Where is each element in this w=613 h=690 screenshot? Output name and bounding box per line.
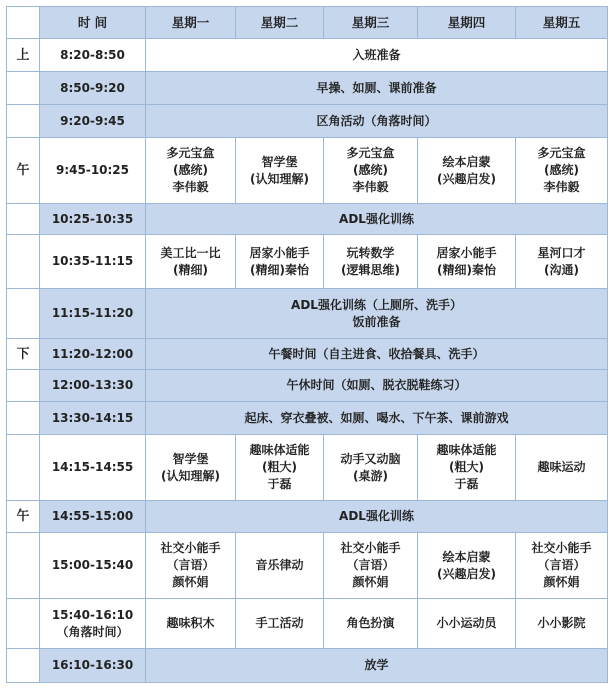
course-name: 智学堡	[261, 154, 298, 169]
table-row	[7, 72, 608, 105]
course-cell-fri: 小小影院	[516, 599, 608, 649]
table-row	[7, 599, 608, 649]
course-cell-fri	[516, 435, 608, 501]
table-row	[7, 339, 608, 370]
course-name: 多元宝盒	[166, 146, 215, 160]
course-cell-mon	[146, 435, 236, 501]
activity-cell: 放学	[146, 649, 608, 683]
course-name: 绘本启蒙	[442, 549, 491, 564]
time-cell: 12:00-13:30	[40, 370, 146, 402]
course-cell-tue: 手工活动	[236, 599, 324, 649]
time-cell: 11:20-12:00	[40, 339, 146, 370]
course-name: 动手又动脑	[340, 451, 401, 466]
course-cell-tue	[236, 533, 324, 599]
table-row	[7, 649, 608, 683]
course-type: (感统)	[173, 163, 208, 177]
course-type: (逻辑思维)	[341, 262, 400, 277]
course-name: 绘本启蒙	[442, 154, 491, 169]
activity-line: ADL强化训练（上厕所、洗手）	[291, 297, 462, 312]
activity-cell: ADL强化训练	[146, 501, 608, 533]
course-name: 玩转数学	[346, 245, 395, 260]
table-row	[7, 39, 608, 72]
course-type: (认知理解)	[250, 171, 309, 186]
time-cell: 13:30-14:15	[40, 402, 146, 435]
course-teacher: 于磊	[454, 477, 479, 491]
course-name: 社交小能手	[340, 541, 401, 555]
course-name: 居家小能手	[436, 245, 497, 260]
activity-cell: 午休时间（如厕、脱衣脱鞋练习）	[146, 370, 608, 402]
period-morning-bottom: 午	[7, 138, 40, 204]
course-cell-mon	[146, 138, 236, 204]
corner-cell	[7, 7, 40, 39]
time-cell: 16:10-16:30	[40, 649, 146, 683]
period-afternoon-top: 下	[7, 339, 40, 370]
course-type: (兴趣启发)	[437, 171, 496, 186]
course-name: 智学堡	[172, 451, 209, 466]
course-cell-mon	[146, 533, 236, 599]
course-cell-thu	[418, 435, 516, 501]
course-type: （言语）	[166, 558, 215, 572]
table-row	[7, 235, 608, 289]
course-cell-wed	[324, 533, 418, 599]
period-blank	[7, 235, 40, 289]
period-blank	[7, 533, 40, 599]
course-name: 美工比一比	[160, 245, 221, 260]
period-blank	[7, 649, 40, 683]
course-name: 社交小能手	[531, 541, 592, 555]
course-cell-mon: 趣味积木	[146, 599, 236, 649]
course-name: 居家小能手	[249, 245, 310, 260]
time-cell	[40, 599, 146, 649]
activity-cell: ADL强化训练	[146, 204, 608, 235]
course-type: (感统)	[353, 163, 388, 177]
header-day-tue: 星期二	[236, 7, 324, 39]
course-name: 音乐律动	[255, 558, 304, 572]
course-cell-fri	[516, 138, 608, 204]
header-row	[7, 7, 608, 39]
time-cell: 8:20-8:50	[40, 39, 146, 72]
course-cell-thu	[418, 138, 516, 204]
time-range: 15:40-16:10	[51, 607, 134, 622]
time-cell: 11:15-11:20	[40, 289, 146, 339]
time-cell: 8:50-9:20	[40, 72, 146, 105]
period-blank	[7, 204, 40, 235]
course-name: 趣味体适能	[436, 443, 497, 457]
table-row	[7, 105, 608, 138]
course-teacher: 李伟毅	[543, 180, 580, 194]
course-cell-thu	[418, 533, 516, 599]
table-row	[7, 289, 608, 339]
header-day-thu: 星期四	[418, 7, 516, 39]
course-type: (感统)	[544, 163, 579, 177]
course-name: 社交小能手	[160, 541, 221, 555]
period-blank	[7, 435, 40, 501]
course-type: (兴趣启发)	[437, 566, 496, 581]
course-cell-mon	[146, 235, 236, 289]
activity-cell	[146, 289, 608, 339]
time-cell: 10:35-11:15	[40, 235, 146, 289]
activity-line: 饭前准备	[352, 314, 401, 329]
time-cell: 9:20-9:45	[40, 105, 146, 138]
course-cell-fri	[516, 533, 608, 599]
course-name: 趣味运动	[537, 460, 586, 474]
time-note: （角落时间）	[56, 624, 129, 639]
time-cell: 14:55-15:00	[40, 501, 146, 533]
course-cell-tue	[236, 138, 324, 204]
course-cell-thu: 小小运动员	[418, 599, 516, 649]
table-row	[7, 370, 608, 402]
table-row	[7, 402, 608, 435]
table-row	[7, 204, 608, 235]
course-type: (粗大)	[262, 460, 297, 474]
period-blank	[7, 402, 40, 435]
course-cell-tue	[236, 235, 324, 289]
period-blank	[7, 599, 40, 649]
time-cell: 14:15-14:55	[40, 435, 146, 501]
course-teacher: 于磊	[267, 477, 292, 491]
course-teacher: 颜怀娟	[172, 575, 209, 589]
time-cell: 10:25-10:35	[40, 204, 146, 235]
header-day-wed: 星期三	[324, 7, 418, 39]
period-blank	[7, 105, 40, 138]
course-type: (精细)秦怡	[250, 262, 309, 277]
course-teacher: 李伟毅	[352, 180, 389, 194]
table-row	[7, 501, 608, 533]
course-teacher: 颜怀娟	[543, 575, 580, 589]
activity-cell: 早操、如厕、课前准备	[146, 72, 608, 105]
course-cell-wed	[324, 138, 418, 204]
course-type: (桌游)	[353, 468, 388, 483]
course-type: (精细)秦怡	[437, 262, 496, 277]
table-row	[7, 533, 608, 599]
period-morning-top: 上	[7, 39, 40, 72]
period-blank	[7, 289, 40, 339]
course-cell-fri	[516, 235, 608, 289]
period-afternoon-bottom: 午	[7, 501, 40, 533]
course-name: 多元宝盒	[346, 146, 395, 160]
course-teacher: 李伟毅	[172, 180, 209, 194]
table-row	[7, 138, 608, 204]
course-cell-tue	[236, 435, 324, 501]
activity-cell: 入班准备	[146, 39, 608, 72]
header-day-mon: 星期一	[146, 7, 236, 39]
timetable	[6, 6, 608, 683]
course-type: (沟通)	[544, 262, 579, 277]
course-name: 多元宝盒	[537, 146, 586, 160]
course-name: 星河口才	[537, 245, 586, 260]
header-time: 时 间	[40, 7, 146, 39]
course-name: 趣味体适能	[249, 443, 310, 457]
activity-cell: 区角活动（角落时间）	[146, 105, 608, 138]
table-row	[7, 435, 608, 501]
header-day-fri: 星期五	[516, 7, 608, 39]
course-cell-wed: 角色扮演	[324, 599, 418, 649]
course-cell-wed	[324, 435, 418, 501]
period-blank	[7, 72, 40, 105]
course-cell-thu	[418, 235, 516, 289]
course-teacher: 颜怀娟	[352, 575, 389, 589]
course-type: （言语）	[346, 558, 395, 572]
course-type: (精细)	[173, 262, 208, 277]
period-blank	[7, 370, 40, 402]
time-cell: 15:00-15:40	[40, 533, 146, 599]
activity-cell: 午餐时间（自主进食、收拾餐具、洗手）	[146, 339, 608, 370]
course-type: (认知理解)	[161, 468, 220, 483]
time-cell: 9:45-10:25	[40, 138, 146, 204]
course-type: (粗大)	[449, 460, 484, 474]
course-cell-wed	[324, 235, 418, 289]
activity-cell: 起床、穿衣叠被、如厕、喝水、下午茶、课前游戏	[146, 402, 608, 435]
course-type: （言语）	[537, 558, 586, 572]
